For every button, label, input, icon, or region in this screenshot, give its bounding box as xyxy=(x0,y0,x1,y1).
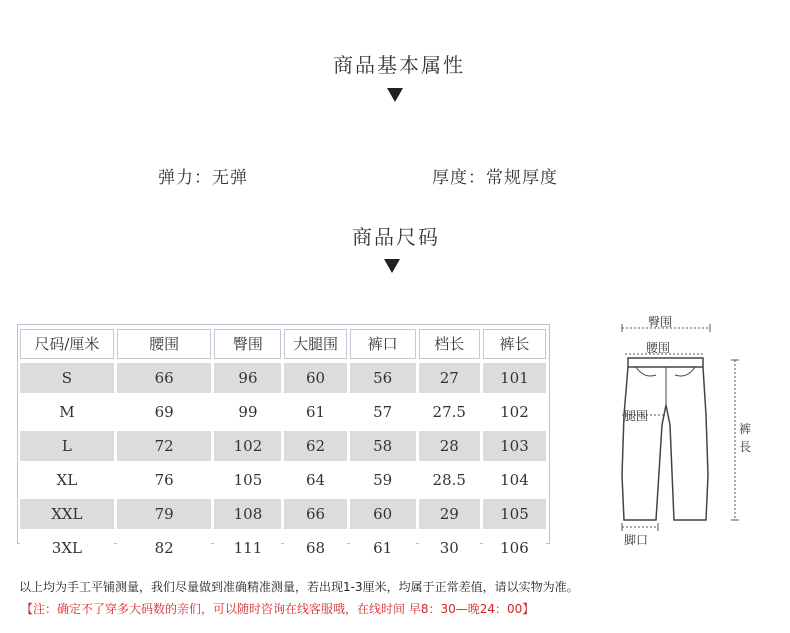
diagram-label-length-1: 裤 xyxy=(739,422,752,436)
header-cell-thigh: 大腿围 xyxy=(284,329,346,359)
table-row xyxy=(18,361,549,395)
table-cell: 102 xyxy=(483,397,546,427)
table-cell: L xyxy=(20,431,114,461)
size-title: 商品尺码 xyxy=(352,225,440,249)
table-cell: 27.5 xyxy=(419,397,480,427)
table-cell: 99 xyxy=(214,397,281,427)
table-cell: 104 xyxy=(483,465,546,495)
header-cell-rise: 档长 xyxy=(419,329,480,359)
table-cell: 106 xyxy=(483,533,546,563)
table-cell: 103 xyxy=(483,431,546,461)
table-cell: 61 xyxy=(350,533,416,563)
table-row xyxy=(18,463,549,497)
table-cell: 105 xyxy=(483,499,546,529)
table-cell: 61 xyxy=(284,397,346,427)
down-triangle-icon xyxy=(384,259,400,273)
header-cell-hem: 裤口 xyxy=(350,329,416,359)
attr-elasticity: 弹力：无弹 xyxy=(158,168,248,188)
table-cell: 101 xyxy=(483,363,546,393)
table-cell: M xyxy=(20,397,114,427)
diagram-label-waist: 腰围 xyxy=(646,341,671,355)
table-cell: 68 xyxy=(284,533,346,563)
table-cell: 105 xyxy=(214,465,281,495)
table-cell: 28.5 xyxy=(419,465,480,495)
table-cell: 108 xyxy=(214,499,281,529)
table-row xyxy=(18,395,549,429)
table-cell: 56 xyxy=(350,363,416,393)
table-cell: 29 xyxy=(419,499,480,529)
table-cell: XL xyxy=(20,465,114,495)
size-table xyxy=(17,324,550,557)
diagram-label-thigh: 腿围 xyxy=(624,409,649,423)
table-cell: 3XL xyxy=(20,533,114,563)
diagram-label-length-2: 長 xyxy=(739,440,752,454)
table-row xyxy=(18,531,549,565)
table-cell: 72 xyxy=(117,431,212,461)
contact-note: 【注：确定不了穿多大码数的亲们，可以随时咨询在线客服哦，在线时间 早8：30—晚24：00】 xyxy=(21,602,535,616)
attr-thickness: 厚度：常规厚度 xyxy=(432,168,558,188)
measure-note: 以上均为手工平铺测量，我们尽量做到准确精准测量，若出现1-3厘米，均属于正常差值，请以实物为准。 xyxy=(19,580,579,594)
table-cell: 57 xyxy=(350,397,416,427)
table-cell: 69 xyxy=(117,397,212,427)
diagram-label-hem: 脚口 xyxy=(624,533,649,547)
header-cell-length: 裤长 xyxy=(483,329,546,359)
table-cell: 28 xyxy=(419,431,480,461)
header-cell-size: 尺码/厘米 xyxy=(20,329,114,359)
table-cell: 30 xyxy=(419,533,480,563)
diagram-label-hip: 臀围 xyxy=(648,315,673,329)
table-cell: XXL xyxy=(20,499,114,529)
table-cell: 66 xyxy=(284,499,346,529)
table-cell: 59 xyxy=(350,465,416,495)
table-cell: 62 xyxy=(284,431,346,461)
table-cell: 66 xyxy=(117,363,212,393)
table-cell: 111 xyxy=(214,533,281,563)
attributes-title: 商品基本属性 xyxy=(333,53,465,77)
table-cell: S xyxy=(20,363,114,393)
table-cell: 60 xyxy=(350,499,416,529)
table-cell: 64 xyxy=(284,465,346,495)
table-cell: 79 xyxy=(117,499,212,529)
table-row xyxy=(18,497,549,531)
table-cell: 27 xyxy=(419,363,480,393)
table-row xyxy=(18,429,549,463)
header-cell-hip: 臀围 xyxy=(214,329,281,359)
table-cell: 96 xyxy=(214,363,281,393)
table-cell: 58 xyxy=(350,431,416,461)
pants-diagram xyxy=(600,305,770,550)
header-cell-waist: 腰围 xyxy=(117,329,212,359)
table-cell: 60 xyxy=(284,363,346,393)
table-cell: 102 xyxy=(214,431,281,461)
down-triangle-icon xyxy=(387,88,403,102)
table-cell: 76 xyxy=(117,465,212,495)
table-cell: 82 xyxy=(117,533,212,563)
table-header-row xyxy=(18,327,549,361)
